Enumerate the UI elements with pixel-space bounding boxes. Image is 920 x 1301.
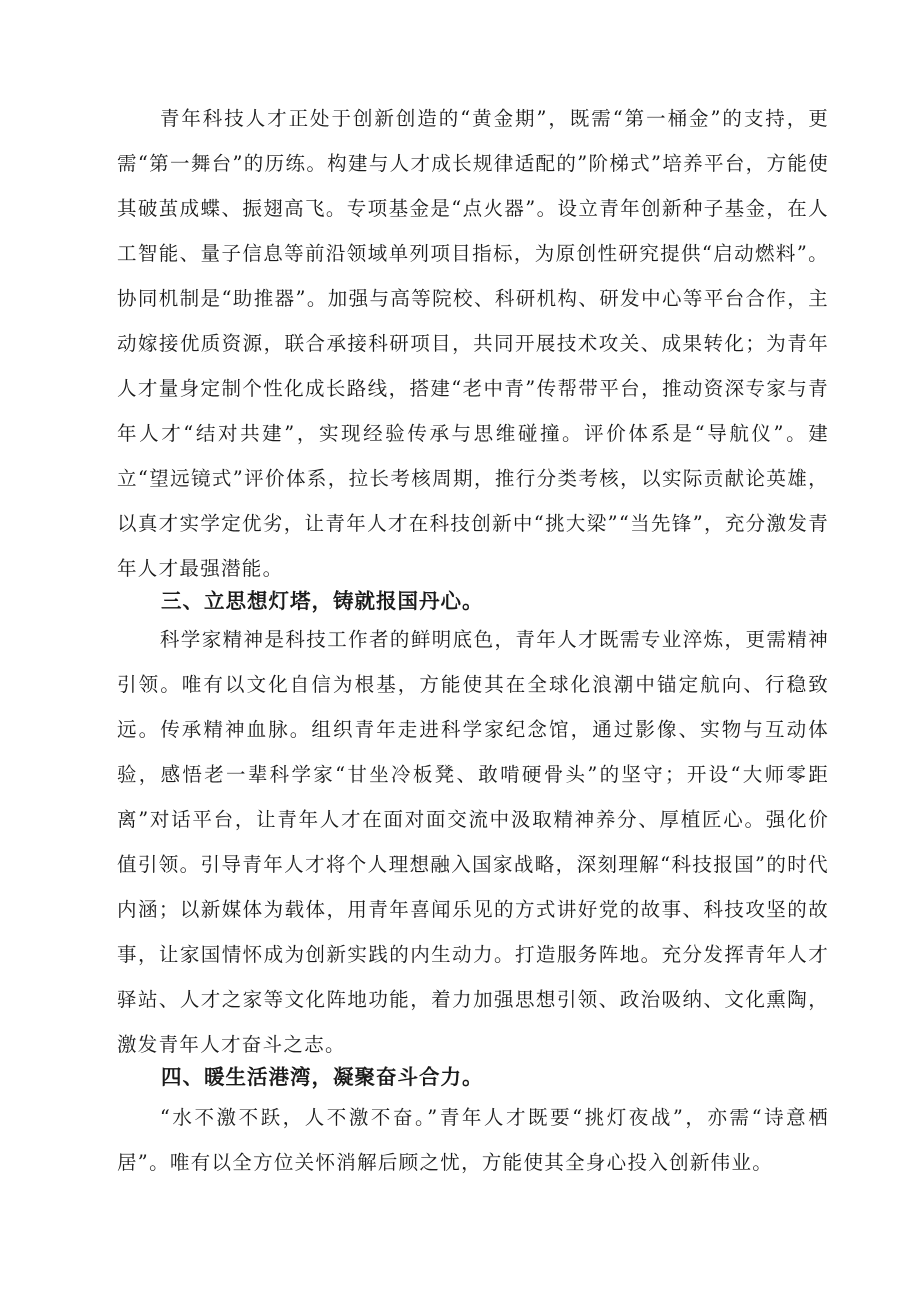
section-heading-3: 三、立思想灯塔，铸就报国丹心。 <box>161 589 484 613</box>
body-paragraph-scientist-spirit: 科学家精神是科技工作者的鲜明底色，青年人才既需专业淬炼，更需精神引领。唯有以文化自信为根基，方能使其在全球化浪潮中锚定航向、行稳致远。传承精神血脉。组织青年走进科学家纪念馆，通过影像、实物与互动体验，感悟老一辈科学家“甘坐冷板凳、敢啃硬骨头”的坚守；开设“大师零距离”对话平台，让青年人才在面对面交流中汲取精神养分、厚植匠心。强化价值引领。引导青年人才将个人理想融入国家战略，深刻理解“科技报国”的时代内涵；以新媒体为载体，用青年喜闻乐见的方式讲好党的故事、科技攻坚的故事，让家国情怀成为创新实践的内生动力。打造服务阵地。充分发挥青年人才驿站、人才之家等文化阵地功能，着力加强思想引领、政治吸纳、文化熏陶，激发青年人才奋斗之志。 <box>117 628 829 1056</box>
body-paragraph-life-support: “水不激不跃，人不激不奋。”青年人才既要“挑灯夜战”，亦需“诗意栖居”。唯有以全方位关怀消解后顾之忧，方能使其全身心投入创新伟业。 <box>117 1106 829 1174</box>
section-heading-4: 四、暖生活港湾，凝聚奋斗合力。 <box>161 1065 484 1089</box>
body-paragraph-talent-platform: 青年科技人才正处于创新创造的“黄金期”，既需“第一桶金”的支持，更需“第一舞台”的历练。构建与人才成长规律适配的”阶梯式”培养平台，方能使其破茧成蝶、振翅高飞。专项基金是“点火器”。设立青年创新种子基金，在人工智能、量子信息等前沿领域单列项目指标，为原创性研究提供“启动燃料”。协同机制是“助推器”。加强与高等院校、科研机构、研发中心等平台合作，主动嫁接优质资源，联合承接科研项目，共同开展技术攻关、成果转化；为青年人才量身定制个性化成长路线，搭建“老中青”传帮带平台，推动资深专家与青年人才“结对共建”，实现经验传承与思维碰撞。评价体系是“导航仪”。建立“望远镜式”评价体系，拉长考核周期，推行分类考核，以实际贡献论英雄，以真才实学定优劣，让青年人才在科技创新中“挑大梁”“当先锋”，充分激发青年人才最强潜能。 <box>117 107 829 580</box>
